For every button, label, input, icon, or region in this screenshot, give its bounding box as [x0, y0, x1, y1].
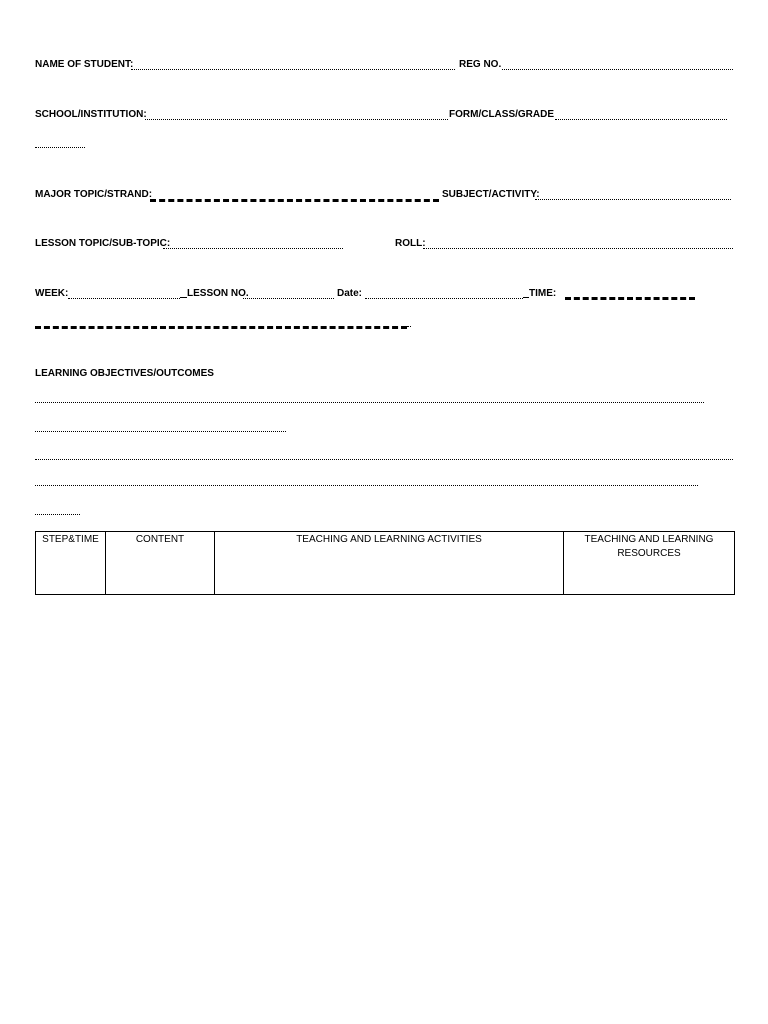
learning-objectives-heading: LEARNING OBJECTIVES/OUTCOMES	[35, 368, 214, 379]
date-field[interactable]	[365, 298, 523, 299]
time-field-continued[interactable]	[35, 326, 407, 329]
table-header-row	[36, 532, 735, 595]
name-of-student-field[interactable]	[131, 69, 455, 70]
resources-header: TEACHING AND LEARNING RESOURCES	[564, 532, 735, 595]
time-label: TIME:	[529, 288, 557, 299]
reg-no-field[interactable]	[502, 69, 733, 70]
content-header: CONTENT	[106, 532, 215, 595]
objective-line-2[interactable]	[35, 431, 286, 432]
step-time-header: STEP&TIME	[36, 532, 106, 595]
week-field[interactable]	[68, 298, 180, 299]
time-field-tail	[407, 326, 411, 327]
subject-activity-label: SUBJECT/ACTIVITY:	[442, 189, 540, 200]
lesson-no-field[interactable]	[243, 298, 334, 299]
lesson-steps-table	[35, 531, 735, 595]
objective-line-3[interactable]	[35, 459, 733, 460]
major-topic-strand-field[interactable]	[150, 199, 439, 202]
lesson-topic-field[interactable]	[163, 248, 343, 249]
major-topic-strand-label: MAJOR TOPIC/STRAND:	[35, 189, 153, 200]
time-field[interactable]	[565, 297, 695, 300]
roll-field[interactable]	[423, 248, 733, 249]
date-label: Date:	[337, 288, 363, 299]
form-class-grade-field-continued[interactable]	[35, 147, 85, 148]
objective-line-4[interactable]	[35, 485, 698, 486]
objective-line-5[interactable]	[35, 514, 80, 515]
week-field-underline	[180, 297, 187, 298]
week-label: WEEK:	[35, 288, 69, 299]
activities-header: TEACHING AND LEARNING ACTIVITIES	[215, 532, 564, 595]
form-class-grade-field[interactable]	[555, 119, 727, 120]
lesson-topic-label: LESSON TOPIC/SUB-TOPIC:	[35, 238, 171, 249]
school-institution-label: SCHOOL/INSTITUTION:	[35, 109, 147, 120]
roll-label: ROLL:	[395, 238, 426, 249]
form-class-grade-label: FORM/CLASS/GRADE	[449, 109, 554, 120]
subject-activity-field[interactable]	[535, 199, 731, 200]
reg-no-label: REG NO.	[459, 59, 502, 70]
name-of-student-label: NAME OF STUDENT:	[35, 59, 134, 70]
school-institution-field[interactable]	[145, 119, 448, 120]
lesson-no-label: LESSON NO.	[187, 288, 249, 299]
objective-line-1[interactable]	[35, 402, 704, 403]
